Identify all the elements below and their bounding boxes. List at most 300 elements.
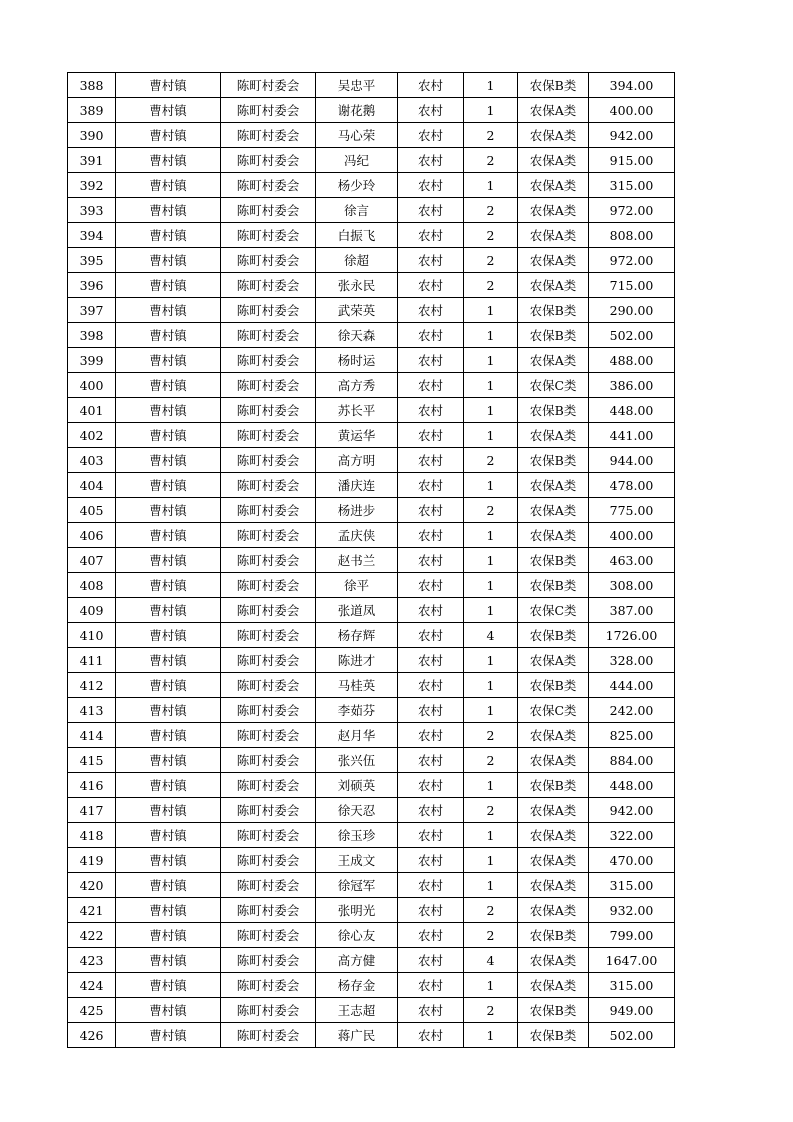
row-number-cell: 402 [68,423,116,448]
area-type-cell: 农村 [398,848,464,873]
village-committee-cell: 陈町村委会 [221,723,316,748]
table-row [68,723,675,748]
village-committee-cell: 陈町村委会 [221,498,316,523]
household-count-cell: 1 [464,173,518,198]
household-count-cell: 2 [464,123,518,148]
table-row [68,423,675,448]
insurance-category-cell: 农保A类 [518,198,589,223]
name-cell: 杨少玲 [316,173,398,198]
insurance-category-cell: 农保B类 [518,998,589,1023]
household-count-cell: 2 [464,923,518,948]
amount-cell: 1726.00 [589,623,675,648]
name-cell: 李茹芬 [316,698,398,723]
amount-cell: 972.00 [589,198,675,223]
name-cell: 杨时运 [316,348,398,373]
row-number-cell: 406 [68,523,116,548]
village-committee-cell: 陈町村委会 [221,873,316,898]
town-cell: 曹村镇 [116,748,221,773]
row-number-cell: 388 [68,73,116,98]
row-number-cell: 399 [68,348,116,373]
amount-cell: 825.00 [589,723,675,748]
household-count-cell: 1 [464,473,518,498]
town-cell: 曹村镇 [116,973,221,998]
amount-cell: 799.00 [589,923,675,948]
table-row [68,298,675,323]
row-number-cell: 401 [68,398,116,423]
household-count-cell: 2 [464,198,518,223]
village-committee-cell: 陈町村委会 [221,948,316,973]
table-row [68,1023,675,1048]
insurance-category-cell: 农保A类 [518,898,589,923]
household-count-cell: 2 [464,998,518,1023]
amount-cell: 315.00 [589,873,675,898]
amount-cell: 775.00 [589,498,675,523]
table-row [68,923,675,948]
row-number-cell: 403 [68,448,116,473]
town-cell: 曹村镇 [116,298,221,323]
row-number-cell: 389 [68,98,116,123]
household-count-cell: 1 [464,1023,518,1048]
row-number-cell: 410 [68,623,116,648]
table-row [68,148,675,173]
area-type-cell: 农村 [398,1023,464,1048]
household-count-cell: 2 [464,498,518,523]
row-number-cell: 419 [68,848,116,873]
table-row [68,373,675,398]
area-type-cell: 农村 [398,548,464,573]
row-number-cell: 413 [68,698,116,723]
name-cell: 王成文 [316,848,398,873]
table-row [68,473,675,498]
insurance-category-cell: 农保A类 [518,973,589,998]
insurance-category-cell: 农保A类 [518,723,589,748]
area-type-cell: 农村 [398,573,464,598]
table-row [68,73,675,98]
area-type-cell: 农村 [398,173,464,198]
row-number-cell: 404 [68,473,116,498]
table-row [68,248,675,273]
village-committee-cell: 陈町村委会 [221,248,316,273]
amount-cell: 944.00 [589,448,675,473]
insurance-category-cell: 农保A类 [518,648,589,673]
name-cell: 杨存金 [316,973,398,998]
household-count-cell: 2 [464,798,518,823]
insurance-category-cell: 农保A类 [518,98,589,123]
amount-cell: 884.00 [589,748,675,773]
amount-cell: 915.00 [589,148,675,173]
household-count-cell: 1 [464,848,518,873]
amount-cell: 394.00 [589,73,675,98]
village-committee-cell: 陈町村委会 [221,648,316,673]
name-cell: 赵月华 [316,723,398,748]
village-committee-cell: 陈町村委会 [221,1023,316,1048]
household-count-cell: 1 [464,323,518,348]
insurance-category-cell: 农保A类 [518,473,589,498]
amount-cell: 808.00 [589,223,675,248]
village-committee-cell: 陈町村委会 [221,223,316,248]
amount-cell: 290.00 [589,298,675,323]
village-committee-cell: 陈町村委会 [221,198,316,223]
household-count-cell: 1 [464,598,518,623]
town-cell: 曹村镇 [116,623,221,648]
household-count-cell: 1 [464,873,518,898]
insurance-category-cell: 农保A类 [518,423,589,448]
household-count-cell: 1 [464,523,518,548]
village-committee-cell: 陈町村委会 [221,348,316,373]
household-count-cell: 1 [464,573,518,598]
area-type-cell: 农村 [398,898,464,923]
table-row [68,848,675,873]
name-cell: 徐超 [316,248,398,273]
amount-cell: 463.00 [589,548,675,573]
insurance-category-cell: 农保A类 [518,948,589,973]
village-committee-cell: 陈町村委会 [221,523,316,548]
town-cell: 曹村镇 [116,448,221,473]
village-committee-cell: 陈町村委会 [221,323,316,348]
village-committee-cell: 陈町村委会 [221,298,316,323]
area-type-cell: 农村 [398,448,464,473]
household-count-cell: 1 [464,348,518,373]
insurance-category-cell: 农保A类 [518,273,589,298]
household-count-cell: 1 [464,823,518,848]
table-row [68,623,675,648]
amount-cell: 949.00 [589,998,675,1023]
amount-cell: 1647.00 [589,948,675,973]
name-cell: 吴忠平 [316,73,398,98]
insurance-category-cell: 农保A类 [518,223,589,248]
area-type-cell: 农村 [398,598,464,623]
name-cell: 冯纪 [316,148,398,173]
name-cell: 杨进步 [316,498,398,523]
town-cell: 曹村镇 [116,673,221,698]
amount-cell: 972.00 [589,248,675,273]
table-row [68,573,675,598]
insurance-category-cell: 农保C类 [518,373,589,398]
town-cell: 曹村镇 [116,473,221,498]
table-row [68,648,675,673]
area-type-cell: 农村 [398,223,464,248]
town-cell: 曹村镇 [116,123,221,148]
area-type-cell: 农村 [398,248,464,273]
table-row [68,123,675,148]
town-cell: 曹村镇 [116,798,221,823]
amount-cell: 488.00 [589,348,675,373]
town-cell: 曹村镇 [116,523,221,548]
insurance-category-cell: 农保B类 [518,773,589,798]
table-body [68,73,675,1048]
household-count-cell: 2 [464,273,518,298]
name-cell: 徐天森 [316,323,398,348]
town-cell: 曹村镇 [116,98,221,123]
town-cell: 曹村镇 [116,723,221,748]
table-row [68,823,675,848]
village-committee-cell: 陈町村委会 [221,448,316,473]
table-row [68,498,675,523]
village-committee-cell: 陈町村委会 [221,598,316,623]
town-cell: 曹村镇 [116,873,221,898]
table-row [68,398,675,423]
town-cell: 曹村镇 [116,373,221,398]
name-cell: 高方健 [316,948,398,973]
row-number-cell: 417 [68,798,116,823]
insurance-category-cell: 农保B类 [518,323,589,348]
town-cell: 曹村镇 [116,898,221,923]
area-type-cell: 农村 [398,323,464,348]
area-type-cell: 农村 [398,623,464,648]
row-number-cell: 426 [68,1023,116,1048]
amount-cell: 315.00 [589,973,675,998]
table-row [68,323,675,348]
amount-cell: 328.00 [589,648,675,673]
household-count-cell: 2 [464,723,518,748]
row-number-cell: 425 [68,998,116,1023]
amount-cell: 942.00 [589,123,675,148]
household-count-cell: 2 [464,898,518,923]
household-count-cell: 2 [464,748,518,773]
village-committee-cell: 陈町村委会 [221,398,316,423]
table-row [68,673,675,698]
insurance-category-cell: 农保B类 [518,1023,589,1048]
village-committee-cell: 陈町村委会 [221,998,316,1023]
area-type-cell: 农村 [398,998,464,1023]
name-cell: 高方明 [316,448,398,473]
town-cell: 曹村镇 [116,273,221,298]
town-cell: 曹村镇 [116,223,221,248]
name-cell: 白振飞 [316,223,398,248]
table-row [68,448,675,473]
row-number-cell: 400 [68,373,116,398]
village-committee-cell: 陈町村委会 [221,773,316,798]
row-number-cell: 392 [68,173,116,198]
town-cell: 曹村镇 [116,348,221,373]
village-committee-cell: 陈町村委会 [221,473,316,498]
row-number-cell: 420 [68,873,116,898]
village-committee-cell: 陈町村委会 [221,373,316,398]
row-number-cell: 395 [68,248,116,273]
amount-cell: 308.00 [589,573,675,598]
table-row [68,898,675,923]
name-cell: 谢花鹅 [316,98,398,123]
name-cell: 孟庆侠 [316,523,398,548]
area-type-cell: 农村 [398,773,464,798]
row-number-cell: 415 [68,748,116,773]
area-type-cell: 农村 [398,473,464,498]
village-committee-cell: 陈町村委会 [221,273,316,298]
village-committee-cell: 陈町村委会 [221,748,316,773]
area-type-cell: 农村 [398,798,464,823]
insurance-category-cell: 农保A类 [518,748,589,773]
table-row [68,973,675,998]
insurance-category-cell: 农保B类 [518,673,589,698]
village-committee-cell: 陈町村委会 [221,98,316,123]
town-cell: 曹村镇 [116,498,221,523]
name-cell: 徐平 [316,573,398,598]
town-cell: 曹村镇 [116,698,221,723]
row-number-cell: 409 [68,598,116,623]
household-count-cell: 1 [464,973,518,998]
area-type-cell: 农村 [398,498,464,523]
household-count-cell: 2 [464,223,518,248]
area-type-cell: 农村 [398,98,464,123]
name-cell: 徐玉珍 [316,823,398,848]
town-cell: 曹村镇 [116,248,221,273]
insurance-category-cell: 农保B类 [518,448,589,473]
insurance-category-cell: 农保A类 [518,523,589,548]
amount-cell: 322.00 [589,823,675,848]
name-cell: 马心荣 [316,123,398,148]
household-count-cell: 1 [464,373,518,398]
insurance-category-cell: 农保A类 [518,848,589,873]
area-type-cell: 农村 [398,198,464,223]
row-number-cell: 418 [68,823,116,848]
town-cell: 曹村镇 [116,948,221,973]
insurance-category-cell: 农保A类 [518,348,589,373]
insurance-category-cell: 农保B类 [518,623,589,648]
name-cell: 徐心友 [316,923,398,948]
row-number-cell: 423 [68,948,116,973]
household-count-cell: 1 [464,648,518,673]
row-number-cell: 422 [68,923,116,948]
household-count-cell: 1 [464,98,518,123]
insurance-category-cell: 农保C类 [518,698,589,723]
town-cell: 曹村镇 [116,773,221,798]
name-cell: 陈进才 [316,648,398,673]
area-type-cell: 农村 [398,348,464,373]
town-cell: 曹村镇 [116,198,221,223]
amount-cell: 715.00 [589,273,675,298]
table-row [68,173,675,198]
town-cell: 曹村镇 [116,648,221,673]
area-type-cell: 农村 [398,423,464,448]
table-row [68,348,675,373]
table-row [68,98,675,123]
household-count-cell: 1 [464,398,518,423]
village-committee-cell: 陈町村委会 [221,123,316,148]
village-committee-cell: 陈町村委会 [221,973,316,998]
amount-cell: 400.00 [589,98,675,123]
area-type-cell: 农村 [398,648,464,673]
village-committee-cell: 陈町村委会 [221,548,316,573]
row-number-cell: 407 [68,548,116,573]
name-cell: 徐天忍 [316,798,398,823]
table-row [68,698,675,723]
town-cell: 曹村镇 [116,548,221,573]
household-count-cell: 2 [464,248,518,273]
village-committee-cell: 陈町村委会 [221,798,316,823]
insurance-category-cell: 农保C类 [518,598,589,623]
amount-cell: 400.00 [589,523,675,548]
area-type-cell: 农村 [398,973,464,998]
area-type-cell: 农村 [398,523,464,548]
village-committee-cell: 陈町村委会 [221,73,316,98]
area-type-cell: 农村 [398,923,464,948]
table-row [68,273,675,298]
household-count-cell: 1 [464,548,518,573]
household-count-cell: 4 [464,948,518,973]
row-number-cell: 396 [68,273,116,298]
name-cell: 张道凤 [316,598,398,623]
household-count-cell: 4 [464,623,518,648]
town-cell: 曹村镇 [116,848,221,873]
amount-cell: 448.00 [589,773,675,798]
town-cell: 曹村镇 [116,598,221,623]
village-committee-cell: 陈町村委会 [221,848,316,873]
village-committee-cell: 陈町村委会 [221,923,316,948]
name-cell: 潘庆连 [316,473,398,498]
name-cell: 杨存辉 [316,623,398,648]
name-cell: 高方秀 [316,373,398,398]
insurance-category-cell: 农保A类 [518,873,589,898]
village-committee-cell: 陈町村委会 [221,673,316,698]
insurance-category-cell: 农保B类 [518,298,589,323]
amount-cell: 386.00 [589,373,675,398]
town-cell: 曹村镇 [116,998,221,1023]
amount-cell: 441.00 [589,423,675,448]
row-number-cell: 394 [68,223,116,248]
town-cell: 曹村镇 [116,923,221,948]
name-cell: 黄运华 [316,423,398,448]
row-number-cell: 390 [68,123,116,148]
town-cell: 曹村镇 [116,573,221,598]
household-count-cell: 1 [464,73,518,98]
village-committee-cell: 陈町村委会 [221,623,316,648]
household-count-cell: 2 [464,148,518,173]
row-number-cell: 408 [68,573,116,598]
insurance-category-cell: 农保B类 [518,73,589,98]
row-number-cell: 414 [68,723,116,748]
area-type-cell: 农村 [398,398,464,423]
area-type-cell: 农村 [398,148,464,173]
name-cell: 刘硕英 [316,773,398,798]
row-number-cell: 391 [68,148,116,173]
insurance-category-cell: 农保B类 [518,923,589,948]
area-type-cell: 农村 [398,698,464,723]
amount-cell: 444.00 [589,673,675,698]
row-number-cell: 405 [68,498,116,523]
town-cell: 曹村镇 [116,1023,221,1048]
insurance-category-cell: 农保A类 [518,173,589,198]
amount-cell: 242.00 [589,698,675,723]
area-type-cell: 农村 [398,373,464,398]
amount-cell: 942.00 [589,798,675,823]
name-cell: 武荣英 [316,298,398,323]
insurance-category-cell: 农保A类 [518,123,589,148]
insurance-category-cell: 农保B类 [518,398,589,423]
name-cell: 苏长平 [316,398,398,423]
table-row [68,873,675,898]
amount-cell: 932.00 [589,898,675,923]
area-type-cell: 农村 [398,948,464,973]
amount-cell: 478.00 [589,473,675,498]
insurance-category-cell: 农保A类 [518,148,589,173]
name-cell: 徐言 [316,198,398,223]
table-row [68,948,675,973]
name-cell: 张明光 [316,898,398,923]
table-row [68,223,675,248]
area-type-cell: 农村 [398,298,464,323]
row-number-cell: 416 [68,773,116,798]
village-committee-cell: 陈町村委会 [221,698,316,723]
town-cell: 曹村镇 [116,423,221,448]
table-row [68,798,675,823]
area-type-cell: 农村 [398,823,464,848]
row-number-cell: 411 [68,648,116,673]
town-cell: 曹村镇 [116,398,221,423]
town-cell: 曹村镇 [116,173,221,198]
name-cell: 王志超 [316,998,398,1023]
name-cell: 赵书兰 [316,548,398,573]
town-cell: 曹村镇 [116,323,221,348]
